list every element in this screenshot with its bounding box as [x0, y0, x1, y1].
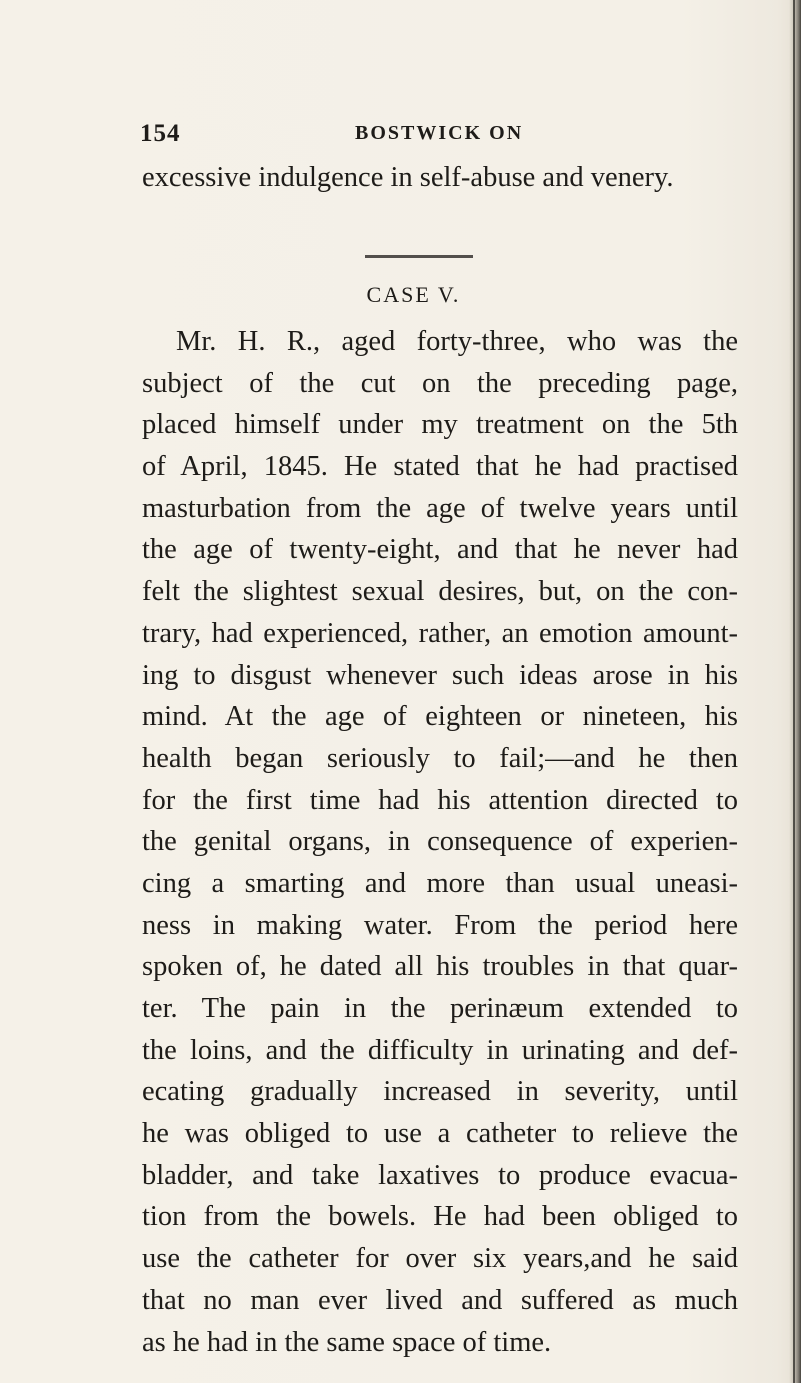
paragraph-line: cing a smarting and more than usual uneasi-	[142, 867, 738, 899]
page-number: 154	[140, 120, 181, 147]
paragraph-line: tion from the bowels. He had been obliged to	[142, 1201, 738, 1233]
paragraph-line: as he had in the same space of time.	[142, 1326, 552, 1358]
paragraph-line: the genital organs, in consequence of experien-	[142, 826, 738, 858]
paragraph-line: he was obliged to use a catheter to relieve the	[142, 1118, 738, 1150]
continuation-line: excessive indulgence in self-abuse and venery.	[142, 162, 674, 193]
paragraph-line: for the first time had his attention directed to	[142, 784, 738, 816]
page-edge-line	[793, 0, 795, 1383]
paragraph-line: placed himself under my treatment on the 5th	[142, 409, 738, 441]
paragraph-line: ter. The pain in the perinæum extended to	[142, 993, 738, 1024]
paragraph-line: felt the slightest sexual desires, but, on the con-	[142, 576, 738, 608]
paragraph-line: bladder, and take laxatives to produce evacua-	[142, 1159, 738, 1191]
paragraph-line: ness in making water. From the period here	[142, 909, 738, 941]
paragraph-line: spoken of, he dated all his troubles in that quar-	[142, 951, 738, 983]
paragraph-line: trary, had experienced, rather, an emotion amount-	[142, 617, 738, 649]
paragraph-line: the age of twenty-eight, and that he never had	[142, 534, 738, 566]
paragraph-line: masturbation from the age of twelve years until	[142, 492, 738, 524]
paragraph-line: subject of the cut on the preceding page,	[142, 367, 738, 399]
paragraph-line: mind. At the age of eighteen or nineteen, his	[142, 701, 738, 733]
paragraph-line: ing to disgust whenever such ideas arose in his	[142, 659, 738, 691]
page-header	[140, 120, 740, 160]
paragraph-line: use the catheter for over six years,and he said	[142, 1243, 738, 1275]
paragraph-line: of April, 1845. He stated that he had practised	[142, 451, 738, 483]
case-paragraph	[142, 321, 738, 1363]
paragraph-line: health began seriously to fail;—and he then	[142, 742, 738, 774]
page-edge-shadow	[789, 0, 801, 1383]
continuation-text	[142, 157, 738, 199]
paragraph-line: Mr. H. R., aged forty-three, who was the	[176, 326, 738, 357]
running-head: BOSTWICK ON	[355, 122, 524, 144]
case-heading: CASE V.	[366, 282, 461, 307]
paragraph-line: ecating gradually increased in severity, until	[142, 1076, 738, 1108]
paragraph-line: that no man ever lived and suffered as much	[142, 1284, 738, 1316]
paragraph-line: the loins, and the difficulty in urinating and def-	[142, 1034, 738, 1066]
section-divider-rule	[365, 255, 473, 258]
